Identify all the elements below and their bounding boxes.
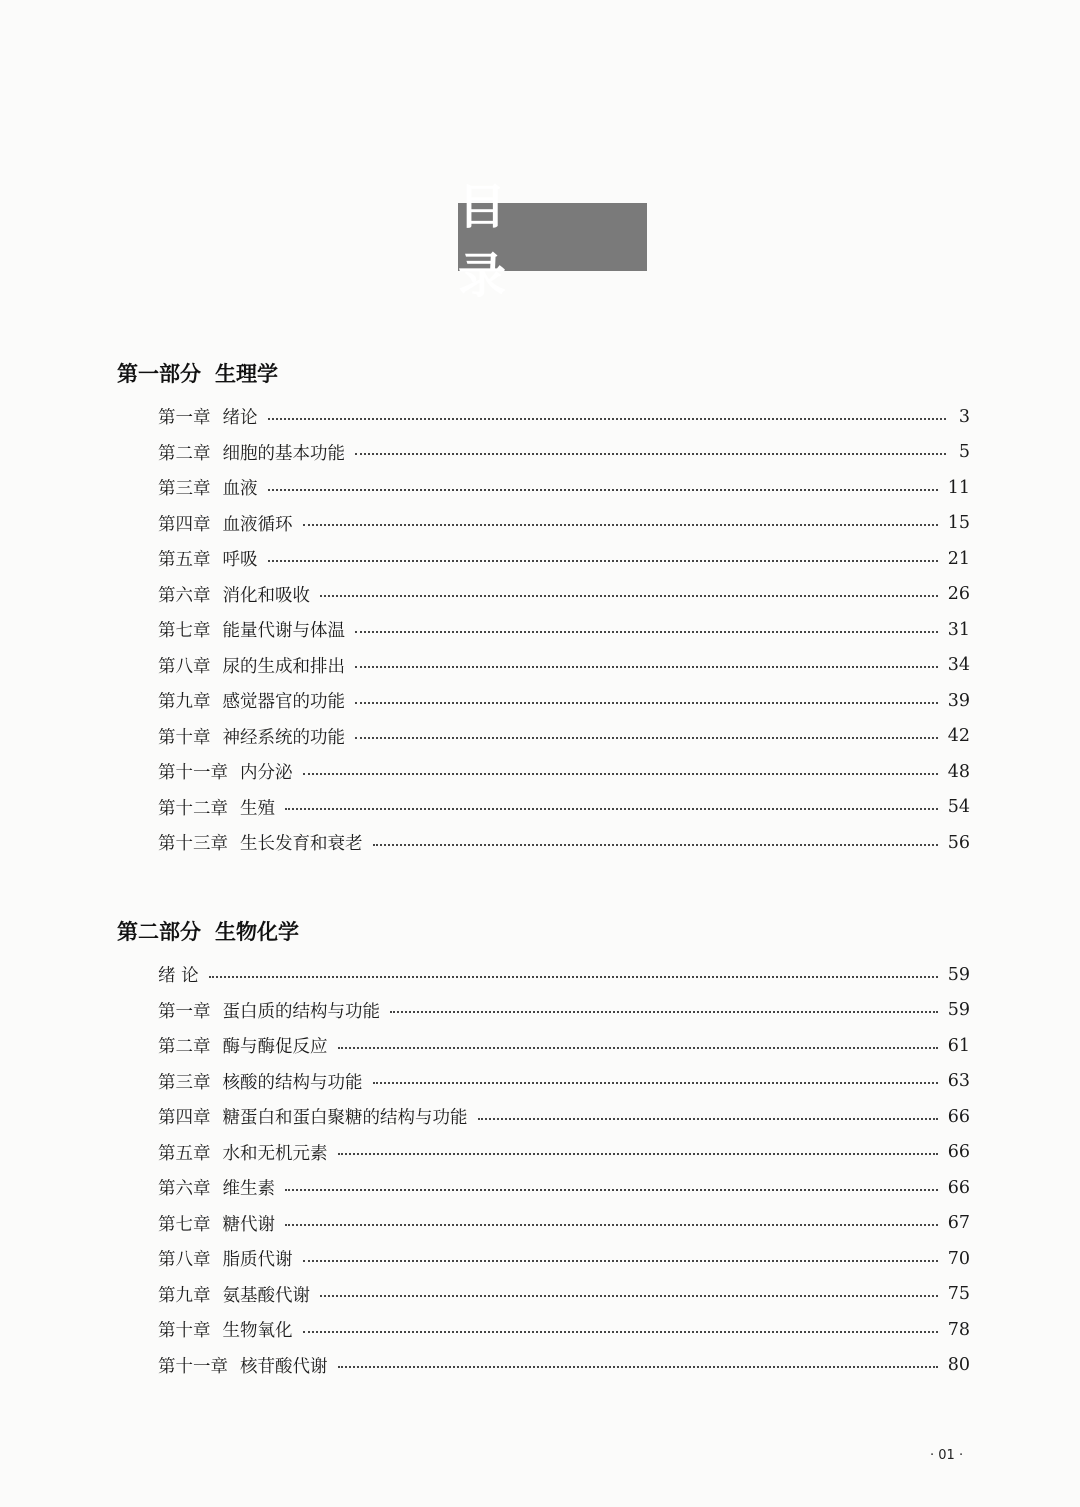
chapter-title: 血液 <box>222 479 258 500</box>
toc-entry-heading <box>158 998 380 1023</box>
page-number-ref: 31 <box>947 619 970 640</box>
chapter-title: 糖代谢 <box>222 1214 275 1235</box>
dot-leader <box>355 737 938 739</box>
toc-entry-heading <box>158 511 293 536</box>
toc-title-box <box>458 179 647 304</box>
dot-leader <box>303 524 938 526</box>
chapter-title: 血液循环 <box>222 514 293 535</box>
chapter-number: 第三章 <box>158 479 211 500</box>
toc-list-biochemistry <box>158 957 970 1383</box>
chapter-number: 第六章 <box>158 1179 211 1200</box>
chapter-number: 第五章 <box>158 1143 211 1164</box>
toc-entry-heading <box>158 1104 468 1129</box>
page-number-ref: 21 <box>947 548 970 569</box>
toc-entry-heading <box>158 688 345 713</box>
page-number-ref: 59 <box>947 1000 970 1021</box>
toc-entry[interactable] <box>158 1064 970 1100</box>
dot-leader <box>320 1295 938 1297</box>
chapter-number: 第一章 <box>158 408 211 429</box>
toc-entry[interactable] <box>158 612 970 648</box>
part-label: 第二部分 <box>117 920 201 944</box>
dot-leader <box>355 631 938 633</box>
toc-entry[interactable] <box>158 1312 970 1348</box>
toc-entry-heading <box>158 440 345 465</box>
page-number-ref: 78 <box>947 1319 970 1340</box>
dot-leader <box>338 1047 938 1049</box>
chapter-number: 第八章 <box>158 656 211 677</box>
chapter-number: 第十章 <box>158 727 211 748</box>
page-number-ref: 66 <box>947 1177 970 1198</box>
dot-leader <box>373 844 938 846</box>
page-number-ref: 11 <box>947 477 970 498</box>
page-number-ref: 5 <box>958 442 970 463</box>
dot-leader <box>209 976 938 978</box>
page-number-ref: 39 <box>947 690 970 711</box>
dot-leader <box>355 702 938 704</box>
chapter-title: 感觉器官的功能 <box>222 692 345 713</box>
toc-entry[interactable] <box>158 1135 970 1171</box>
toc-entry[interactable] <box>158 683 970 719</box>
toc-entry-heading <box>158 962 199 987</box>
toc-entry[interactable] <box>158 577 970 613</box>
chapter-number: 第十章 <box>158 1321 211 1342</box>
chapter-number: 第五章 <box>158 550 211 571</box>
dot-leader <box>303 1331 938 1333</box>
page-number-ref: 59 <box>947 964 970 985</box>
chapter-title: 绪论 <box>222 408 258 429</box>
page-number-ref: 80 <box>947 1355 970 1376</box>
toc-entry-heading <box>158 1246 293 1271</box>
dot-leader <box>373 1082 938 1084</box>
page-number-ref: 70 <box>947 1248 970 1269</box>
toc-entry-heading <box>158 1282 310 1307</box>
toc-entry[interactable] <box>158 1099 970 1135</box>
part-heading-biochemistry <box>117 916 299 946</box>
toc-entry[interactable] <box>158 1028 970 1064</box>
toc-entry[interactable] <box>158 541 970 577</box>
toc-entry-heading <box>158 1069 363 1094</box>
dot-leader <box>285 808 938 810</box>
toc-entry-heading <box>158 653 345 678</box>
part-title: 生理学 <box>215 362 278 386</box>
dot-leader <box>355 453 946 455</box>
chapter-title: 核苷酸代谢 <box>240 1356 328 1377</box>
dot-leader <box>338 1153 938 1155</box>
dot-leader <box>268 489 938 491</box>
part-heading-physiology <box>117 358 278 388</box>
page-number-ref: 66 <box>947 1106 970 1127</box>
chapter-title: 氨基酸代谢 <box>222 1285 310 1306</box>
chapter-number: 第六章 <box>158 585 211 606</box>
toc-entry-heading <box>158 795 275 820</box>
chapter-number: 第二章 <box>158 1037 211 1058</box>
chapter-title: 蛋白质的结构与功能 <box>222 1001 380 1022</box>
chapter-number: 第八章 <box>158 1250 211 1271</box>
toc-entry-heading <box>158 724 345 749</box>
chapter-title: 糖蛋白和蛋白聚糖的结构与功能 <box>222 1108 468 1129</box>
dot-leader <box>303 773 938 775</box>
toc-entry[interactable] <box>158 470 970 506</box>
toc-entry[interactable] <box>158 790 970 826</box>
toc-entry-heading <box>158 1175 275 1200</box>
chapter-number: 第七章 <box>158 621 211 642</box>
chapter-title: 酶与酶促反应 <box>222 1037 328 1058</box>
chapter-number: 第九章 <box>158 1285 211 1306</box>
toc-entry-heading <box>158 1140 328 1165</box>
toc-entry-heading <box>158 475 258 500</box>
toc-entry[interactable] <box>158 1170 970 1206</box>
toc-list-physiology <box>158 399 970 861</box>
chapter-title: 细胞的基本功能 <box>222 443 345 464</box>
chapter-number: 第七章 <box>158 1214 211 1235</box>
chapter-number: 第四章 <box>158 514 211 535</box>
toc-entry-heading <box>158 830 363 855</box>
toc-entry[interactable] <box>158 648 970 684</box>
toc-entry[interactable] <box>158 1206 970 1242</box>
page-number-ref: 34 <box>947 655 970 676</box>
toc-entry[interactable] <box>158 754 970 790</box>
page-number-ref: 42 <box>947 726 970 747</box>
dot-leader <box>285 1189 938 1191</box>
dot-leader <box>338 1366 938 1368</box>
chapter-title: 呼吸 <box>222 550 258 571</box>
toc-entry[interactable] <box>158 506 970 542</box>
toc-entry-heading <box>158 1033 328 1058</box>
dot-leader <box>390 1011 938 1013</box>
page-number: · 01 · <box>930 1448 964 1463</box>
chapter-title: 消化和吸收 <box>222 585 310 606</box>
chapter-number: 第四章 <box>158 1108 211 1129</box>
chapter-number: 第二章 <box>158 443 211 464</box>
chapter-title: 生长发育和衰老 <box>240 834 363 855</box>
chapter-number: 绪 论 <box>158 966 199 987</box>
chapter-number: 第十二章 <box>158 798 228 819</box>
toc-entry-heading <box>158 1317 293 1342</box>
page-number-ref: 54 <box>947 797 970 818</box>
chapter-title: 水和无机元素 <box>222 1143 328 1164</box>
chapter-title: 神经系统的功能 <box>222 727 345 748</box>
page-number-ref: 67 <box>947 1213 970 1234</box>
toc-entry-heading <box>158 1353 328 1378</box>
toc-entry[interactable] <box>158 1241 970 1277</box>
toc-entry[interactable] <box>158 825 970 861</box>
toc-entry[interactable] <box>158 1277 970 1313</box>
chapter-number: 第十一章 <box>158 763 228 784</box>
toc-entry-heading <box>158 582 310 607</box>
toc-entry[interactable] <box>158 957 970 993</box>
toc-entry[interactable] <box>158 1348 970 1384</box>
page-number-ref: 3 <box>958 406 970 427</box>
chapter-number: 第九章 <box>158 692 211 713</box>
page-number-ref: 75 <box>947 1284 970 1305</box>
toc-entry[interactable] <box>158 719 970 755</box>
page-number-ref: 61 <box>947 1035 970 1056</box>
dot-leader <box>478 1118 938 1120</box>
chapter-title: 核酸的结构与功能 <box>222 1072 363 1093</box>
chapter-number: 第一章 <box>158 1001 211 1022</box>
dot-leader <box>303 1260 938 1262</box>
chapter-number: 第十三章 <box>158 834 228 855</box>
chapter-number: 第三章 <box>158 1072 211 1093</box>
chapter-title: 内分泌 <box>240 763 293 784</box>
chapter-title: 生物氧化 <box>222 1321 293 1342</box>
page-number-ref: 63 <box>947 1071 970 1092</box>
dot-leader <box>355 666 938 668</box>
chapter-title: 能量代谢与体温 <box>222 621 345 642</box>
page-number-ref: 48 <box>947 761 970 782</box>
toc-entry-heading <box>158 546 258 571</box>
toc-entry-heading <box>158 759 293 784</box>
page-number-ref: 66 <box>947 1142 970 1163</box>
chapter-title: 尿的生成和排出 <box>222 656 345 677</box>
toc-entry-heading <box>158 404 258 429</box>
toc-title: 目 录 <box>458 179 547 304</box>
dot-leader <box>320 595 938 597</box>
chapter-title: 维生素 <box>222 1179 275 1200</box>
chapter-number: 第十一章 <box>158 1356 228 1377</box>
page-number-ref: 26 <box>947 584 970 605</box>
dot-leader <box>268 560 938 562</box>
toc-entry-heading <box>158 617 345 642</box>
toc-entry[interactable] <box>158 399 970 435</box>
toc-entry[interactable] <box>158 435 970 471</box>
part-label: 第一部分 <box>117 362 201 386</box>
chapter-title: 生殖 <box>240 798 275 819</box>
chapter-title: 脂质代谢 <box>222 1250 293 1271</box>
part-title: 生物化学 <box>215 920 299 944</box>
toc-entry[interactable] <box>158 993 970 1029</box>
page-number-ref: 56 <box>947 832 970 853</box>
page-number-ref: 15 <box>947 513 970 534</box>
dot-leader <box>268 418 947 420</box>
toc-entry-heading <box>158 1211 275 1236</box>
dot-leader <box>285 1224 938 1226</box>
